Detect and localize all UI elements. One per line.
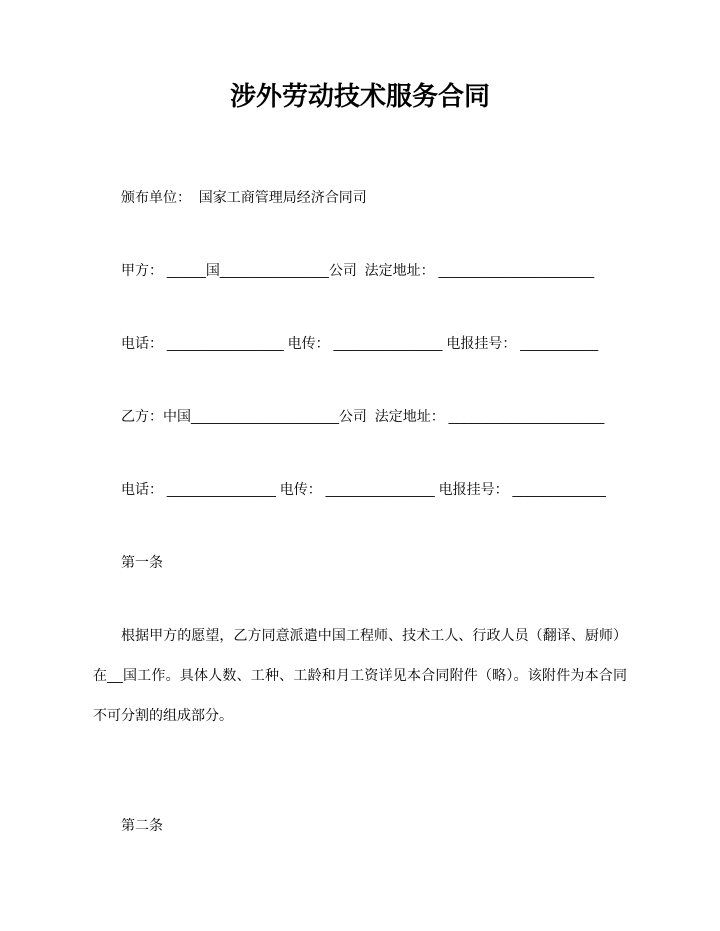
party-a-line: 甲方： _____国______________公司 法定地址： ____________________: [121, 262, 595, 278]
article-1-heading: 第一条: [121, 554, 163, 570]
document-title: 涉外劳动技术服务合同: [229, 81, 490, 111]
issuer-line: 颁布单位： 国家工商管理局经济合同司: [121, 189, 367, 205]
party-a-contact-line: 电话： _______________ 电传： ______________ 电报挂号： __________: [121, 335, 599, 351]
party-b-line: 乙方：中国___________________公司 法定地址： ____________________: [121, 408, 605, 424]
article-2-heading: 第二条: [121, 817, 163, 833]
party-b-contact-line: 电话： ______________ 电传： ______________ 电报挂号： ____________: [121, 481, 606, 497]
article-1-body: 根据甲方的愿望，乙方同意派遣中国工程师、技术工人、行政人员（翻译、厨师）在__国工作。具体人数、工种、工龄和月工资详见本合同附件（略）。该附件为本合同不可分割的组成部分。: [93, 627, 627, 723]
